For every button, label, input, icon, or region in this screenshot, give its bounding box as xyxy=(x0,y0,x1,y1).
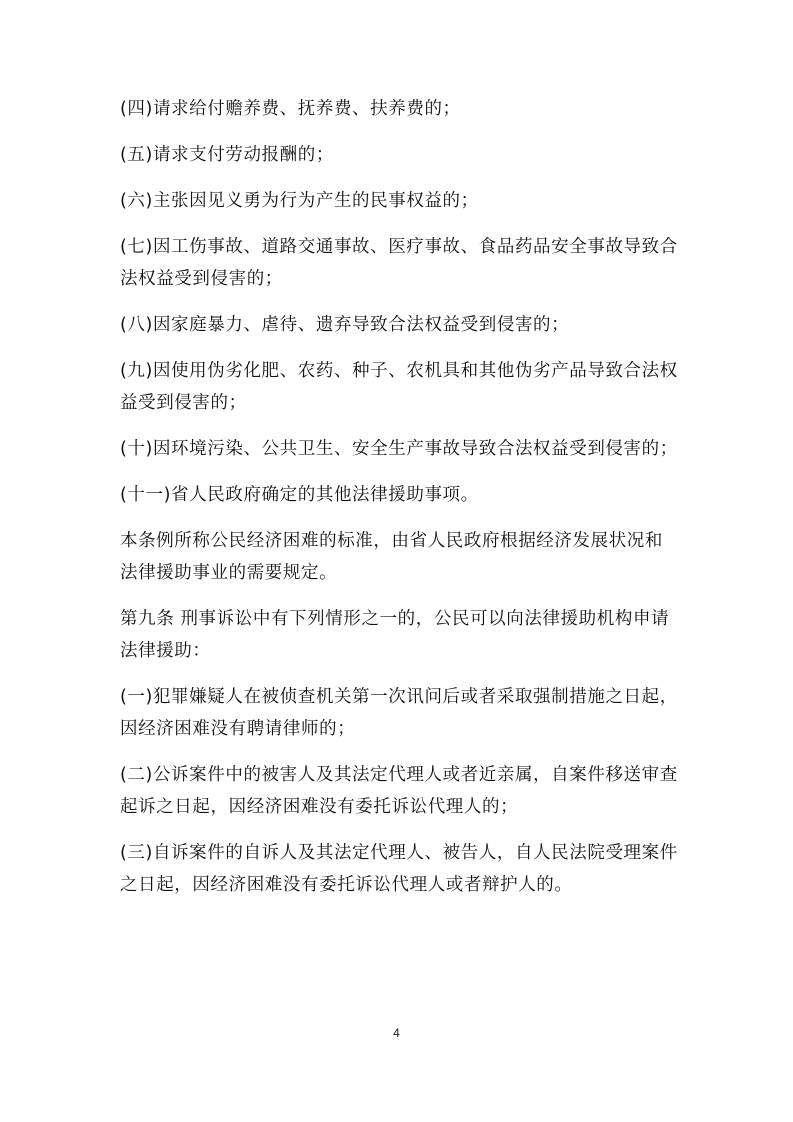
paragraph-item-10: (十)因环境污染、公共卫生、安全生产事故导致合法权益受到侵害的； xyxy=(120,439,678,459)
paragraph-item-6: (六)主张因见义勇为行为产生的民事权益的； xyxy=(120,191,479,211)
article-9-heading: 第九条 刑事诉讼中有下列情形之一的，公民可以向法律援助机构申请法律援助： xyxy=(120,609,670,661)
document-body xyxy=(120,93,680,915)
paragraph-item-7: (七)因工伤事故、道路交通事故、医疗事故、食品药品安全事故导致合法权益受到侵害的； xyxy=(120,237,678,289)
paragraph-economic-hardship-standard: 本条例所称公民经济困难的标准，由省人民政府根据经济发展状况和法律援助事业的需要规定。 xyxy=(120,531,663,583)
paragraph-item-8: (八)因家庭暴力、虐待、遗弃导致合法权益受到侵害的； xyxy=(120,315,570,335)
paragraph-item-5: (五)请求支付劳动报酬的； xyxy=(120,145,334,165)
article-9-item-2: (二)公诉案件中的被害人及其法定代理人或者近亲属，自案件移送审查起诉之日起，因经济困难没有委托诉讼代理人的； xyxy=(120,765,678,817)
page-number: 4 xyxy=(393,1026,400,1040)
paragraph-item-11: (十一)省人民政府确定的其他法律援助事项。 xyxy=(120,485,479,505)
paragraph-item-9: (九)因使用伪劣化肥、农药、种子、农机具和其他伪劣产品导致合法权益受到侵害的； xyxy=(120,361,678,413)
paragraph-item-4: (四)请求给付赡养费、抚养费、扶养费的； xyxy=(120,99,461,119)
article-9-item-1: (一)犯罪嫌疑人在被侦查机关第一次讯问后或者采取强制措施之日起，因经济困难没有聘请律师的； xyxy=(120,687,678,739)
article-9-item-3: (三)自诉案件的自诉人及其法定代理人、被告人，自人民法院受理案件之日起，因经济困难没有委托诉讼代理人或者辩护人的。 xyxy=(120,843,678,895)
